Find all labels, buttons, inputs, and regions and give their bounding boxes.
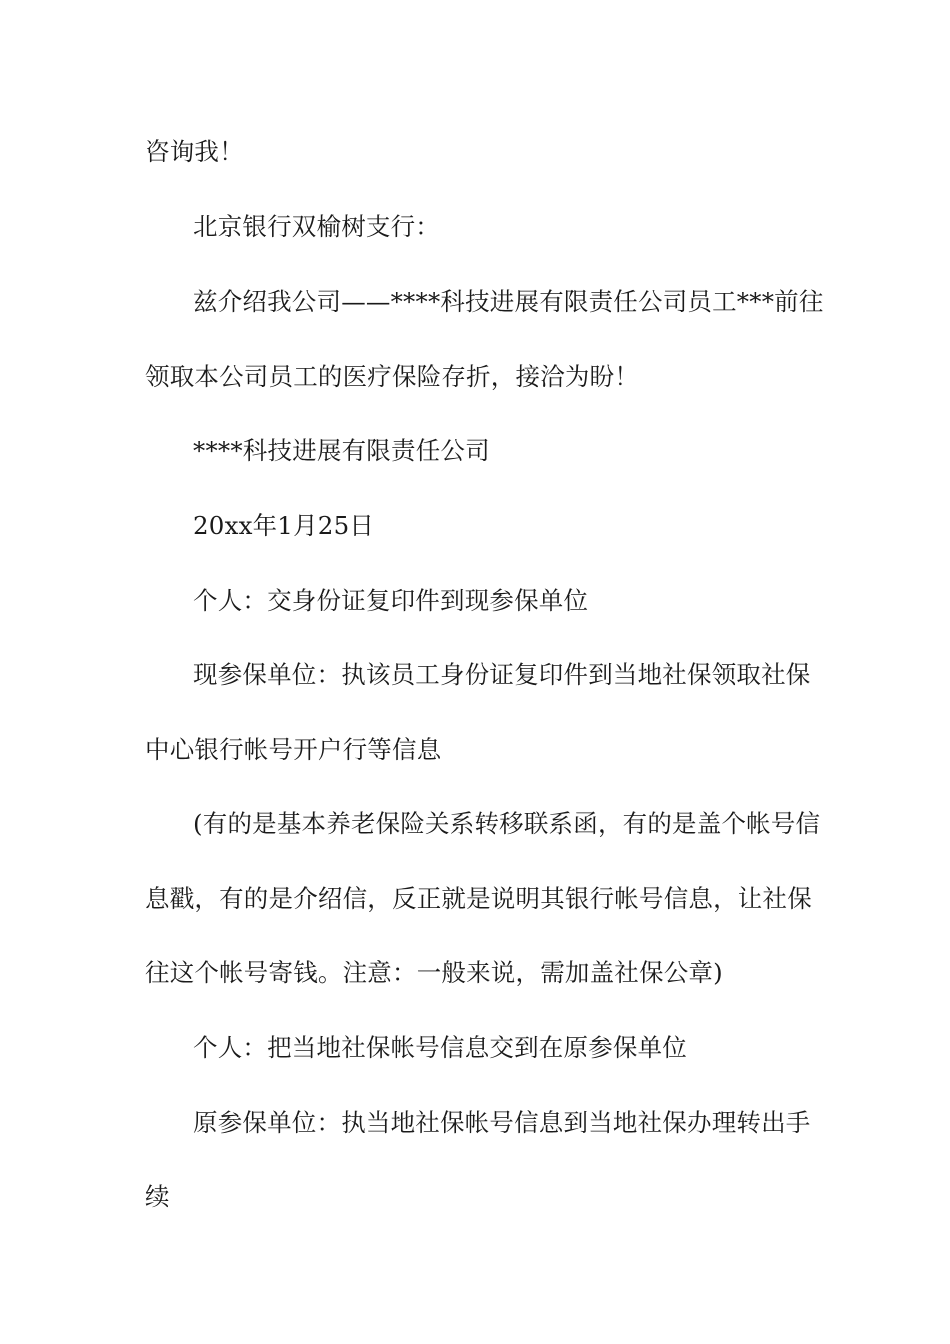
- paragraph-line: 原参保单位：执当地社保帐号信息到当地社保办理转出手: [193, 1108, 811, 1137]
- paragraph-line: ****科技进展有限责任公司: [193, 436, 490, 465]
- paragraph-line: 个人：交身份证复印件到现参保单位: [193, 586, 589, 615]
- paragraph-line: 续: [145, 1182, 170, 1211]
- paragraph-line: 中心银行帐号开户行等信息: [145, 735, 442, 764]
- paragraph-line: 兹介绍我公司——****科技进展有限责任公司员工***前往: [193, 287, 824, 316]
- paragraph-line: 息戳，有的是介绍信，反正就是说明其银行帐号信息，让社保: [145, 884, 812, 913]
- paragraph-line: 北京银行双榆树支行：: [193, 212, 440, 241]
- date-line: 20xx年1月25日: [193, 511, 375, 540]
- paragraph-line: (有的是基本养老保险关系转移联系函，有的是盖个帐号信: [193, 809, 821, 838]
- paragraph-line: 咨询我！: [145, 137, 244, 166]
- paragraph-line: 个人：把当地社保帐号信息交到在原参保单位: [193, 1033, 687, 1062]
- paragraph-line: 领取本公司员工的医疗保险存折，接洽为盼！: [145, 362, 639, 391]
- paragraph-line: 往这个帐号寄钱。注意：一般来说，需加盖社保公章): [145, 958, 723, 987]
- paragraph-line: 现参保单位：执该员工身份证复印件到当地社保领取社保: [193, 660, 811, 689]
